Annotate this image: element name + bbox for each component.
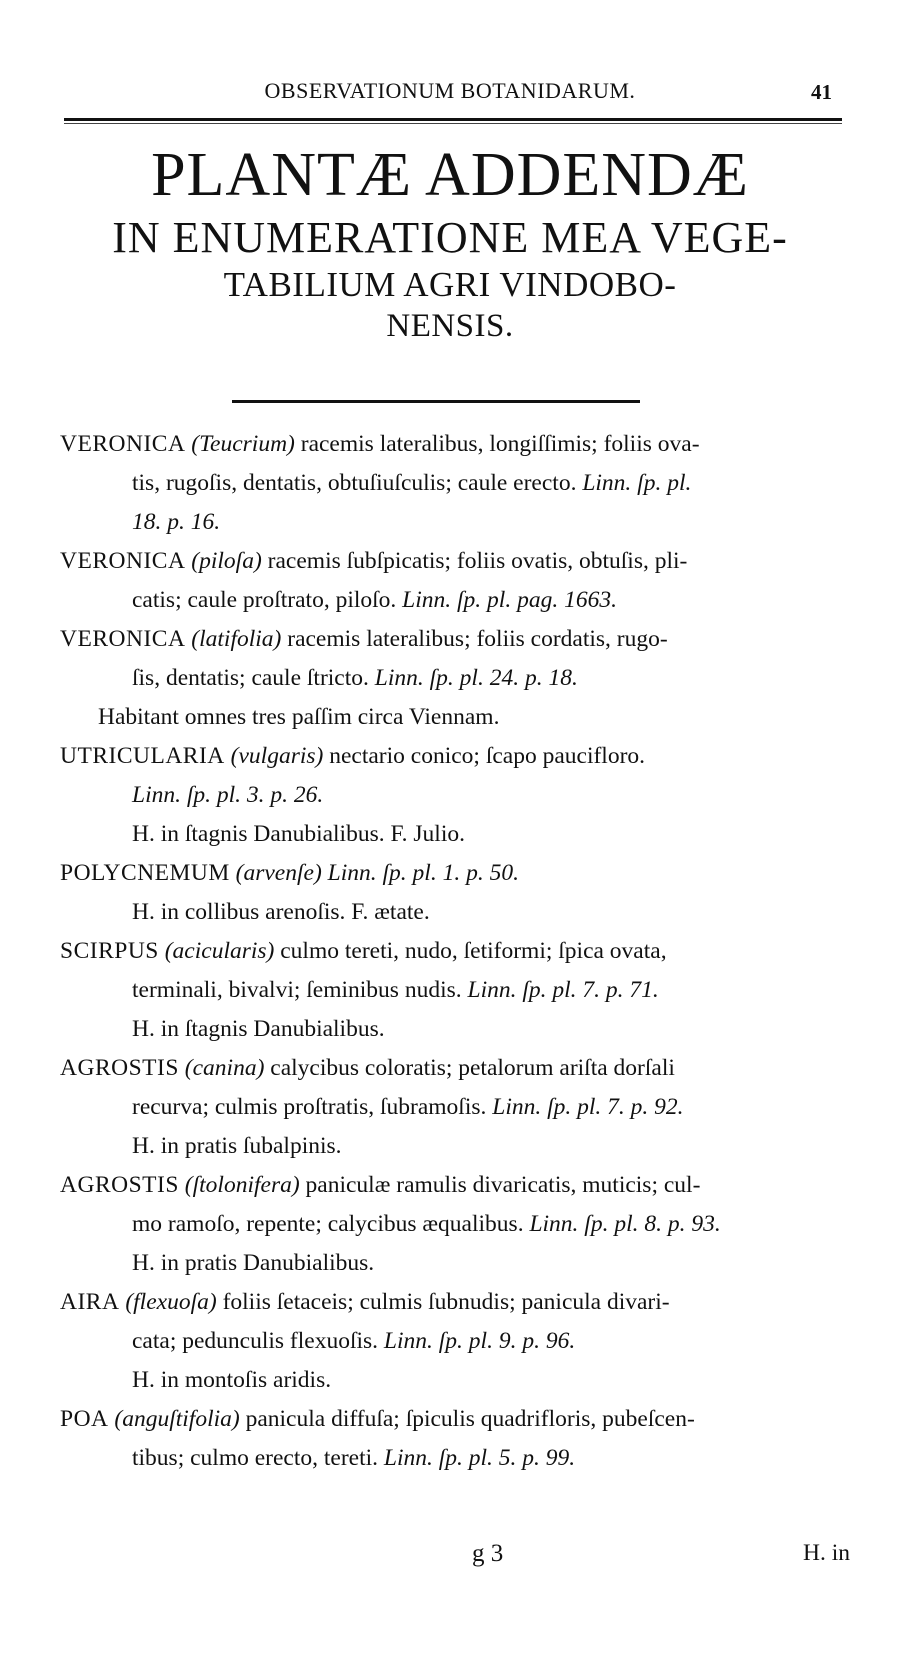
entry-line [60, 1283, 850, 1322]
entry-line [60, 542, 850, 581]
plant-entry [60, 932, 850, 1049]
entry-line [60, 1205, 850, 1244]
entry-line [60, 932, 850, 971]
genus-name: POA [60, 1406, 109, 1432]
entry-line [60, 1049, 850, 1088]
entry-line [60, 971, 850, 1010]
habitat-note: Habitant omnes tres paſſim circa Viennam. [98, 704, 500, 730]
entry-line [60, 620, 850, 659]
genus-name: VERONICA [60, 626, 186, 652]
genus-name: VERONICA [60, 548, 186, 574]
species-name: (anguſtifolia) [114, 1406, 240, 1432]
species-name: (Teucrium) [191, 431, 295, 457]
page-number: 41 [811, 80, 832, 104]
description: racemis ſubſpicatis; foliis ovatis, obtuſis, pli- [261, 548, 688, 574]
description: recurva; culmis proſtratis, ſubramoſis. [132, 1094, 493, 1120]
section-title [40, 138, 860, 346]
plant-entry [60, 542, 850, 620]
reference: Linn. ſp. pl. 3. p. 26. [132, 782, 324, 808]
genus-name: UTRICULARIA [60, 743, 225, 769]
plant-entry [60, 1283, 850, 1400]
genus-name: POLYCNEMUM [60, 860, 230, 886]
genus-name: AGROSTIS [60, 1172, 179, 1198]
species-name: (acicularis) [164, 938, 275, 964]
species-name: (vulgaris) [230, 743, 324, 769]
genus-name: VERONICA [60, 431, 186, 457]
description: culmo tereti, nudo, ſetiformi; ſpica ovata, [274, 938, 667, 964]
description: racemis lateralibus; foliis cordatis, rugo- [281, 626, 668, 652]
signature-mark: g 3 [472, 1540, 504, 1567]
species-name: (ſtolonifera) [184, 1172, 300, 1198]
habitat-note: H. in collibus arenoſis. F. ætate. [132, 899, 430, 925]
habitat-note: H. in ſtagnis Danubialibus. [132, 1016, 385, 1042]
catchword: H. in [803, 1540, 850, 1566]
description: terminali, bivalvi; ſeminibus nudis. [132, 977, 468, 1003]
species-name: (flexuoſa) [125, 1289, 217, 1315]
entry-line [60, 464, 850, 503]
habitat-note: H. in pratis ſubalpinis. [132, 1133, 342, 1159]
entry-line [60, 659, 850, 698]
title-line-3: TABILIUM AGRI VINDOBO- [223, 265, 677, 304]
reference: Linn. ſp. pl. 8. p. 93. [529, 1211, 721, 1237]
reference: Linn. ſp. pl. pag. 1663. [402, 587, 617, 613]
description: panicula diffuſa; ſpiculis quadrifloris, pubeſcen- [239, 1406, 695, 1432]
entry-line [60, 1166, 850, 1205]
species-name: (piloſa) [191, 548, 262, 574]
plant-entry [60, 620, 850, 698]
running-title: OBSERVATIONUM BOTANIDARUM. [264, 78, 636, 103]
reference: Linn. ſp. pl. 7. p. 71. [467, 977, 659, 1003]
species-name: (arvenſe) [235, 860, 322, 886]
entry-line [60, 581, 850, 620]
title-line-2: IN ENUMERATIONE MEA VEGE- [112, 213, 788, 262]
description: tibus; culmo erecto, tereti. [132, 1445, 384, 1471]
habitat-note: H. in ſtagnis Danubialibus. F. Julio. [132, 821, 465, 847]
reference: 18. p. 16. [132, 509, 221, 535]
reference: Linn. ſp. pl. 7. p. 92. [492, 1094, 684, 1120]
description: paniculæ ramulis divaricatis, muticis; cul- [299, 1172, 701, 1198]
entry-line [60, 1439, 850, 1478]
description: calycibus coloratis; petalorum ariſta dorſali [264, 1055, 675, 1081]
header-rule-thin [64, 123, 842, 124]
plant-entry [60, 1400, 850, 1478]
title-line-1: PLANTÆ ADDENDÆ [151, 141, 749, 209]
reference: Linn. ſp. pl. 9. p. 96. [383, 1328, 576, 1354]
habitat-note: H. in montoſis aridis. [132, 1367, 332, 1393]
reference: Linn. ſp. pl. 1. p. 50. [321, 860, 519, 886]
plant-entry [60, 737, 850, 854]
title-rule [232, 400, 640, 403]
description: racemis lateralibus, longiſſimis; foliis ova- [294, 431, 700, 457]
entry-line [60, 776, 850, 815]
plant-entry [60, 1166, 850, 1283]
genus-name: SCIRPUS [60, 938, 159, 964]
header-rule [64, 118, 842, 121]
description: catis; caule proſtrato, piloſo. [132, 587, 403, 613]
reference: Linn. ſp. pl. [582, 470, 692, 496]
plant-entries [60, 425, 850, 1478]
description: nectario conico; ſcapo paucifloro. [323, 743, 646, 769]
description: cata; pedunculis flexuoſis. [132, 1328, 384, 1354]
species-name: (latifolia) [191, 626, 282, 652]
plant-entry [60, 425, 850, 542]
entry-line [60, 503, 850, 542]
reference: Linn. ſp. pl. 5. p. 99. [383, 1445, 576, 1471]
genus-name: AGROSTIS [60, 1055, 179, 1081]
page-footer [60, 1540, 850, 1580]
plant-entry [60, 1049, 850, 1166]
entry-line [60, 1400, 850, 1439]
description: ſis, dentatis; caule ſtricto. [132, 665, 375, 691]
entry-line [60, 854, 850, 893]
entry-line [60, 737, 850, 776]
species-name: (canina) [184, 1055, 265, 1081]
title-line-4: NENSIS. [386, 308, 514, 344]
habitat-note: H. in pratis Danubialibus. [132, 1250, 375, 1276]
entry-line [60, 425, 850, 464]
entry-line [60, 1322, 850, 1361]
description: foliis ſetaceis; culmis ſubnudis; panicula divari- [216, 1289, 670, 1315]
running-head [60, 78, 840, 112]
description: mo ramoſo, repente; calycibus æqualibus. [132, 1211, 530, 1237]
description: tis, rugoſis, dentatis, obtuſiuſculis; caule erecto. [132, 470, 583, 496]
genus-name: AIRA [60, 1289, 120, 1315]
plant-entry [60, 854, 850, 932]
reference: Linn. ſp. pl. 24. p. 18. [374, 665, 578, 691]
entry-line [60, 1088, 850, 1127]
